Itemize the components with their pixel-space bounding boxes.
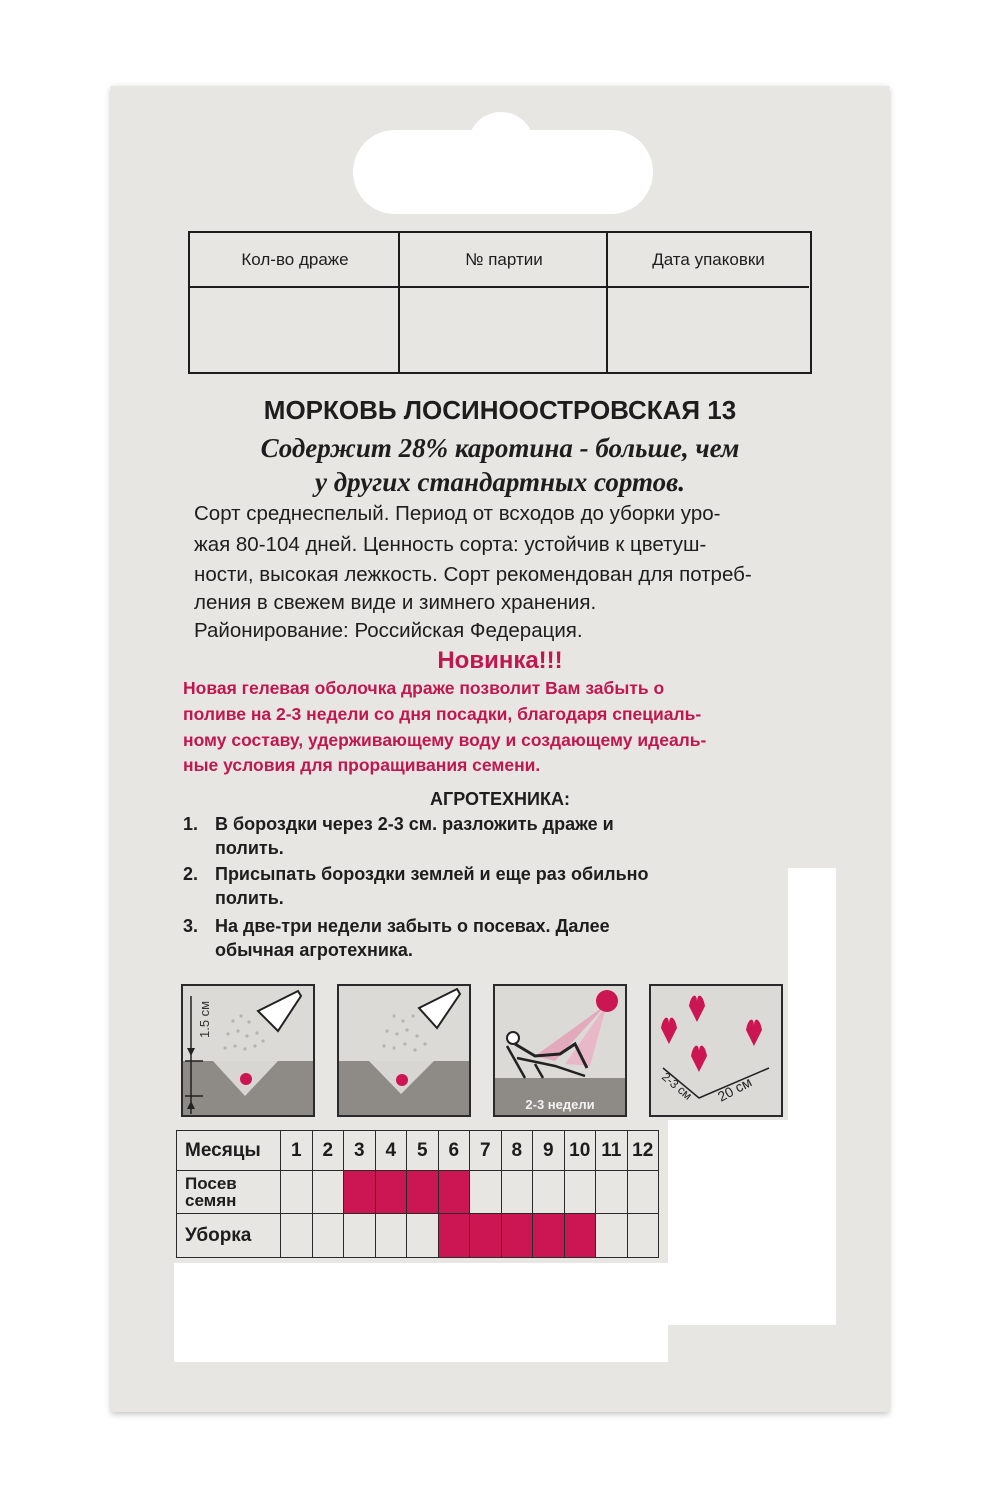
packing-info-table bbox=[188, 231, 812, 374]
sowing-month-cell bbox=[407, 1171, 439, 1214]
gel-text-line: Новая гелевая оболочка драже позволит Вам забыть о bbox=[183, 678, 665, 698]
description-line: Районирование: Российская Федерация. bbox=[194, 619, 583, 642]
month-header: 7 bbox=[470, 1131, 502, 1171]
sunbathing-person-icon bbox=[493, 984, 627, 1117]
sowing-label-line: семян bbox=[185, 1191, 237, 1210]
sowing-harvest-calendar bbox=[176, 1130, 659, 1258]
sowing-month-cell bbox=[470, 1171, 502, 1214]
novelty-heading: Новинка!!! bbox=[437, 647, 563, 674]
header-pack-date: Дата упаковки bbox=[608, 233, 809, 288]
sowing-month-cell bbox=[312, 1171, 344, 1214]
agrotechnics-heading: АГРОТЕХНИКА: bbox=[430, 789, 570, 809]
redaction-box bbox=[174, 1263, 668, 1362]
sowing-month-cell bbox=[281, 1171, 313, 1214]
months-label: Месяцы bbox=[177, 1131, 281, 1171]
harvest-month-cell bbox=[375, 1214, 407, 1258]
step-text: На две-три недели забыть о посевах. Далее bbox=[215, 916, 610, 936]
sowing-label bbox=[177, 1171, 281, 1214]
step-text: полить. bbox=[215, 838, 284, 858]
harvest-month-cell bbox=[438, 1214, 470, 1258]
month-header: 1 bbox=[281, 1131, 313, 1171]
depth-label: 1.5 см bbox=[197, 1000, 212, 1038]
month-header: 9 bbox=[533, 1131, 565, 1171]
step-number: 1. bbox=[183, 814, 199, 834]
sowing-month-cell bbox=[501, 1171, 533, 1214]
watering-can-icon bbox=[337, 984, 471, 1117]
description-line: Сорт среднеспелый. Период от всходов до уборки уро- bbox=[194, 502, 721, 525]
harvest-month-cell bbox=[533, 1214, 565, 1258]
harvest-month-cell bbox=[501, 1214, 533, 1258]
step-text: полить. bbox=[215, 888, 284, 908]
sowing-month-cell bbox=[344, 1171, 376, 1214]
harvest-month-cell bbox=[312, 1214, 344, 1258]
column-spacing-label: 20 см bbox=[714, 1073, 755, 1105]
month-header: 8 bbox=[501, 1131, 533, 1171]
month-header: 11 bbox=[596, 1131, 628, 1171]
harvest-row bbox=[177, 1214, 659, 1258]
sowing-month-cell bbox=[596, 1171, 628, 1214]
month-header: 10 bbox=[564, 1131, 596, 1171]
harvest-month-cell bbox=[596, 1214, 628, 1258]
carrot-sprouts-spacing-icon bbox=[649, 984, 783, 1117]
step-text: обычная агротехника. bbox=[215, 940, 413, 960]
weeks-label: 2-3 недели bbox=[525, 1097, 595, 1112]
month-header: 3 bbox=[344, 1131, 376, 1171]
sowing-month-cell bbox=[438, 1171, 470, 1214]
description-line: жая 80-104 дней. Ценность сорта: устойчив к цветуш- bbox=[194, 533, 707, 556]
month-header: 12 bbox=[627, 1131, 659, 1171]
step-text: В бороздки через 2-3 см. разложить драже и bbox=[215, 814, 614, 834]
harvest-month-cell bbox=[627, 1214, 659, 1258]
month-header: 5 bbox=[407, 1131, 439, 1171]
step-number: 3. bbox=[183, 916, 199, 936]
harvest-month-cell bbox=[407, 1214, 439, 1258]
sowing-month-cell bbox=[627, 1171, 659, 1214]
redaction-box bbox=[668, 1120, 836, 1325]
harvest-label: Уборка bbox=[177, 1214, 281, 1258]
table-divider bbox=[398, 233, 400, 372]
subtitle-line: Содержит 28% каротина - больше, чем bbox=[260, 433, 740, 463]
sowing-month-cell bbox=[564, 1171, 596, 1214]
month-header: 2 bbox=[312, 1131, 344, 1171]
gel-text-line: поливе на 2-3 недели со дня посадки, благодаря специаль- bbox=[183, 704, 702, 724]
gel-text-line: ному составу, удерживающему воду и создающему идеаль- bbox=[183, 730, 707, 750]
watering-can-depth-icon bbox=[181, 984, 315, 1117]
header-quantity: Кол-во драже bbox=[190, 233, 400, 288]
description-line: ления в свежем виде и зимнего хранения. bbox=[194, 591, 597, 614]
harvest-month-cell bbox=[564, 1214, 596, 1258]
sowing-month-cell bbox=[375, 1171, 407, 1214]
month-header: 6 bbox=[438, 1131, 470, 1171]
step-text: Присыпать бороздки землей и еще раз обильно bbox=[215, 864, 649, 884]
harvest-month-cell bbox=[281, 1214, 313, 1258]
harvest-month-cell bbox=[344, 1214, 376, 1258]
header-batch: № партии bbox=[400, 233, 608, 288]
sowing-row bbox=[177, 1171, 659, 1214]
gel-text-line: ные условия для проращивания семени. bbox=[183, 755, 541, 775]
description-line: ности, высокая лежкость. Сорт рекомендован для потреб- bbox=[194, 563, 752, 586]
subtitle-line: у других стандартных сортов. bbox=[315, 467, 685, 497]
step-number: 2. bbox=[183, 864, 199, 884]
row-spacing-label: 2-3 см bbox=[659, 1069, 695, 1103]
product-title: МОРКОВЬ ЛОСИНООСТРОВСКАЯ 13 bbox=[263, 395, 737, 425]
sowing-month-cell bbox=[533, 1171, 565, 1214]
sowing-label-line: Посев bbox=[185, 1174, 237, 1193]
month-header: 4 bbox=[375, 1131, 407, 1171]
harvest-month-cell bbox=[470, 1214, 502, 1258]
table-divider bbox=[606, 233, 608, 372]
